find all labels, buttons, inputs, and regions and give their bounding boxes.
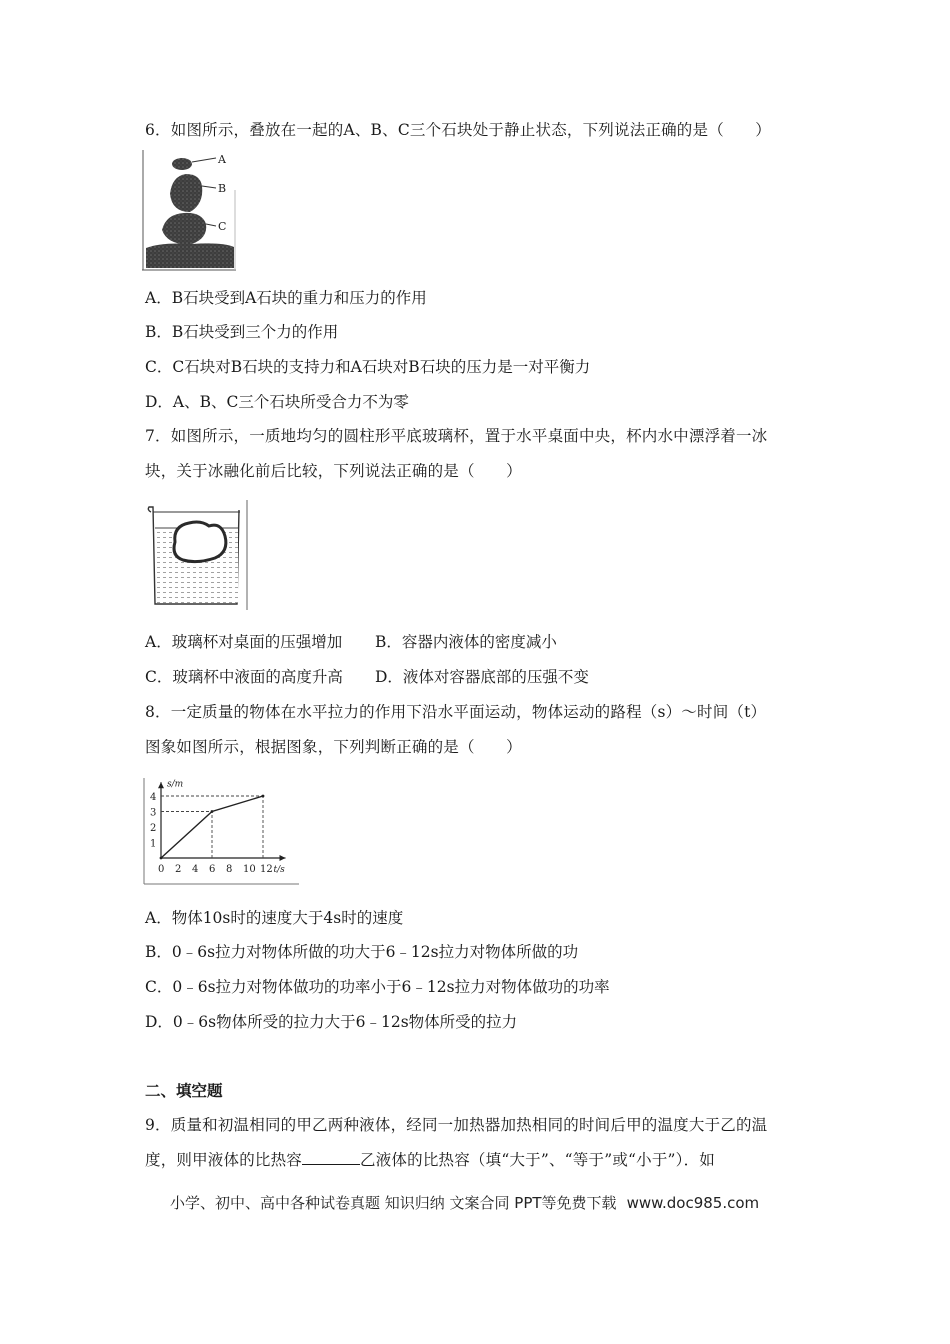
x-axis-label: t/s [273, 865, 285, 875]
answer-blank[interactable] [302, 1150, 360, 1165]
q6-option-b: B．B石块受到三个力的作用 [145, 323, 339, 341]
data-point-1 [211, 810, 214, 813]
q8-option-c: C．0﹣6s拉力对物体做功的功率小于6﹣12s拉力对物体做功的功率 [145, 978, 610, 996]
s-t-graph-figure [143, 774, 303, 886]
x-tick-label: 10 [243, 864, 256, 875]
q7-options-row1 [145, 632, 845, 652]
x-tick-label: 6 [209, 864, 216, 875]
q7-option-c: C．玻璃杯中液面的高度升高 [145, 668, 343, 686]
q6-option-c: C．C石块对B石块的支持力和A石块对B石块的压力是一对平衡力 [145, 358, 591, 376]
q6-option-d: D．A、B、C三个石块所受合力不为零 [145, 393, 409, 411]
stone-label-b: B [218, 182, 227, 195]
x-axis-arrow [280, 855, 286, 861]
q8-option-d: D．0﹣6s物体所受的拉力大于6﹣12s物体所受的拉力 [145, 1013, 518, 1031]
q9-stem-line2 [145, 1150, 715, 1170]
footer-text: 小学、初中、高中各种试卷真题 知识归纳 文案合同 PPT等免费下载 [170, 1194, 617, 1212]
x-tick-label: 0 [158, 864, 165, 875]
y-tick-label: 4 [150, 792, 157, 803]
q7-stem-line1: 7．如图所示，一质地均匀的圆柱形平底玻璃杯，置于水平桌面中央，杯内水中漂浮着一冰 [145, 427, 768, 445]
section-heading: 二、填空题 [145, 1082, 223, 1100]
q9-stem-part-b: 乙液体的比热容（填“大于”、“等于”或“小于”）．如 [360, 1151, 716, 1169]
q7-stem-line2: 块，关于冰融化前后比较，下列说法正确的是（ ） [145, 462, 522, 480]
y-tick-label: 2 [150, 823, 157, 834]
q8-stem-line1: 8．一定质量的物体在水平拉力的作用下沿水平面运动，物体运动的路程（s）～时间（t） [145, 703, 767, 721]
stone-label-a: A [218, 153, 226, 166]
y-axis-arrow [158, 782, 164, 788]
footer-site[interactable]: www.doc985.com [626, 1194, 760, 1212]
data-point-2 [262, 795, 265, 798]
q6-stem: 6．如图所示，叠放在一起的A、B、C三个石块处于静止状态，下列说法正确的是（ ） [145, 121, 772, 139]
q9-stem-part-a: 度，则甲液体的比热容 [145, 1151, 303, 1169]
y-tick-label: 1 [150, 838, 157, 850]
q8-stem-line2: 图象如图所示，根据图象，下列判断正确的是（ ） [145, 738, 522, 756]
glass-cup-illustration [145, 500, 249, 612]
x-tick-label: 4 [192, 864, 199, 875]
stacked-stones-illustration [142, 150, 238, 272]
stone-label-c: C [218, 220, 227, 233]
q7-option-a: A．玻璃杯对桌面的压强增加 [145, 633, 343, 651]
x-tick-label: 8 [226, 864, 233, 875]
x-tick-label: 12 [260, 864, 273, 875]
q8-option-a: A．物体10s时的速度大于4s时的速度 [145, 909, 404, 927]
glass-with-ice-figure [145, 500, 249, 612]
s-t-graph [143, 774, 303, 886]
x-tick-label: 2 [175, 864, 182, 875]
stacked-stones-figure [142, 150, 238, 272]
q7-options-row2 [145, 667, 845, 687]
q6-option-a: A．B石块受到A石块的重力和压力的作用 [145, 289, 427, 307]
q8-option-b: B．0﹣6s拉力对物体所做的功大于6﹣12s拉力对物体所做的功 [145, 943, 579, 961]
y-tick-label: 3 [150, 807, 157, 819]
q9-stem-line1: 9．质量和初温相同的甲乙两种液体，经同一加热器加热相同的时间后甲的温度大于乙的温 [145, 1116, 768, 1134]
q7-option-b: B．容器内液体的密度减小 [375, 633, 557, 651]
q7-option-d: D．液体对容器底部的压强不变 [375, 668, 589, 686]
data-point-0 [160, 857, 163, 860]
y-axis-label: s/m [167, 779, 184, 790]
page-footer [170, 1192, 759, 1213]
